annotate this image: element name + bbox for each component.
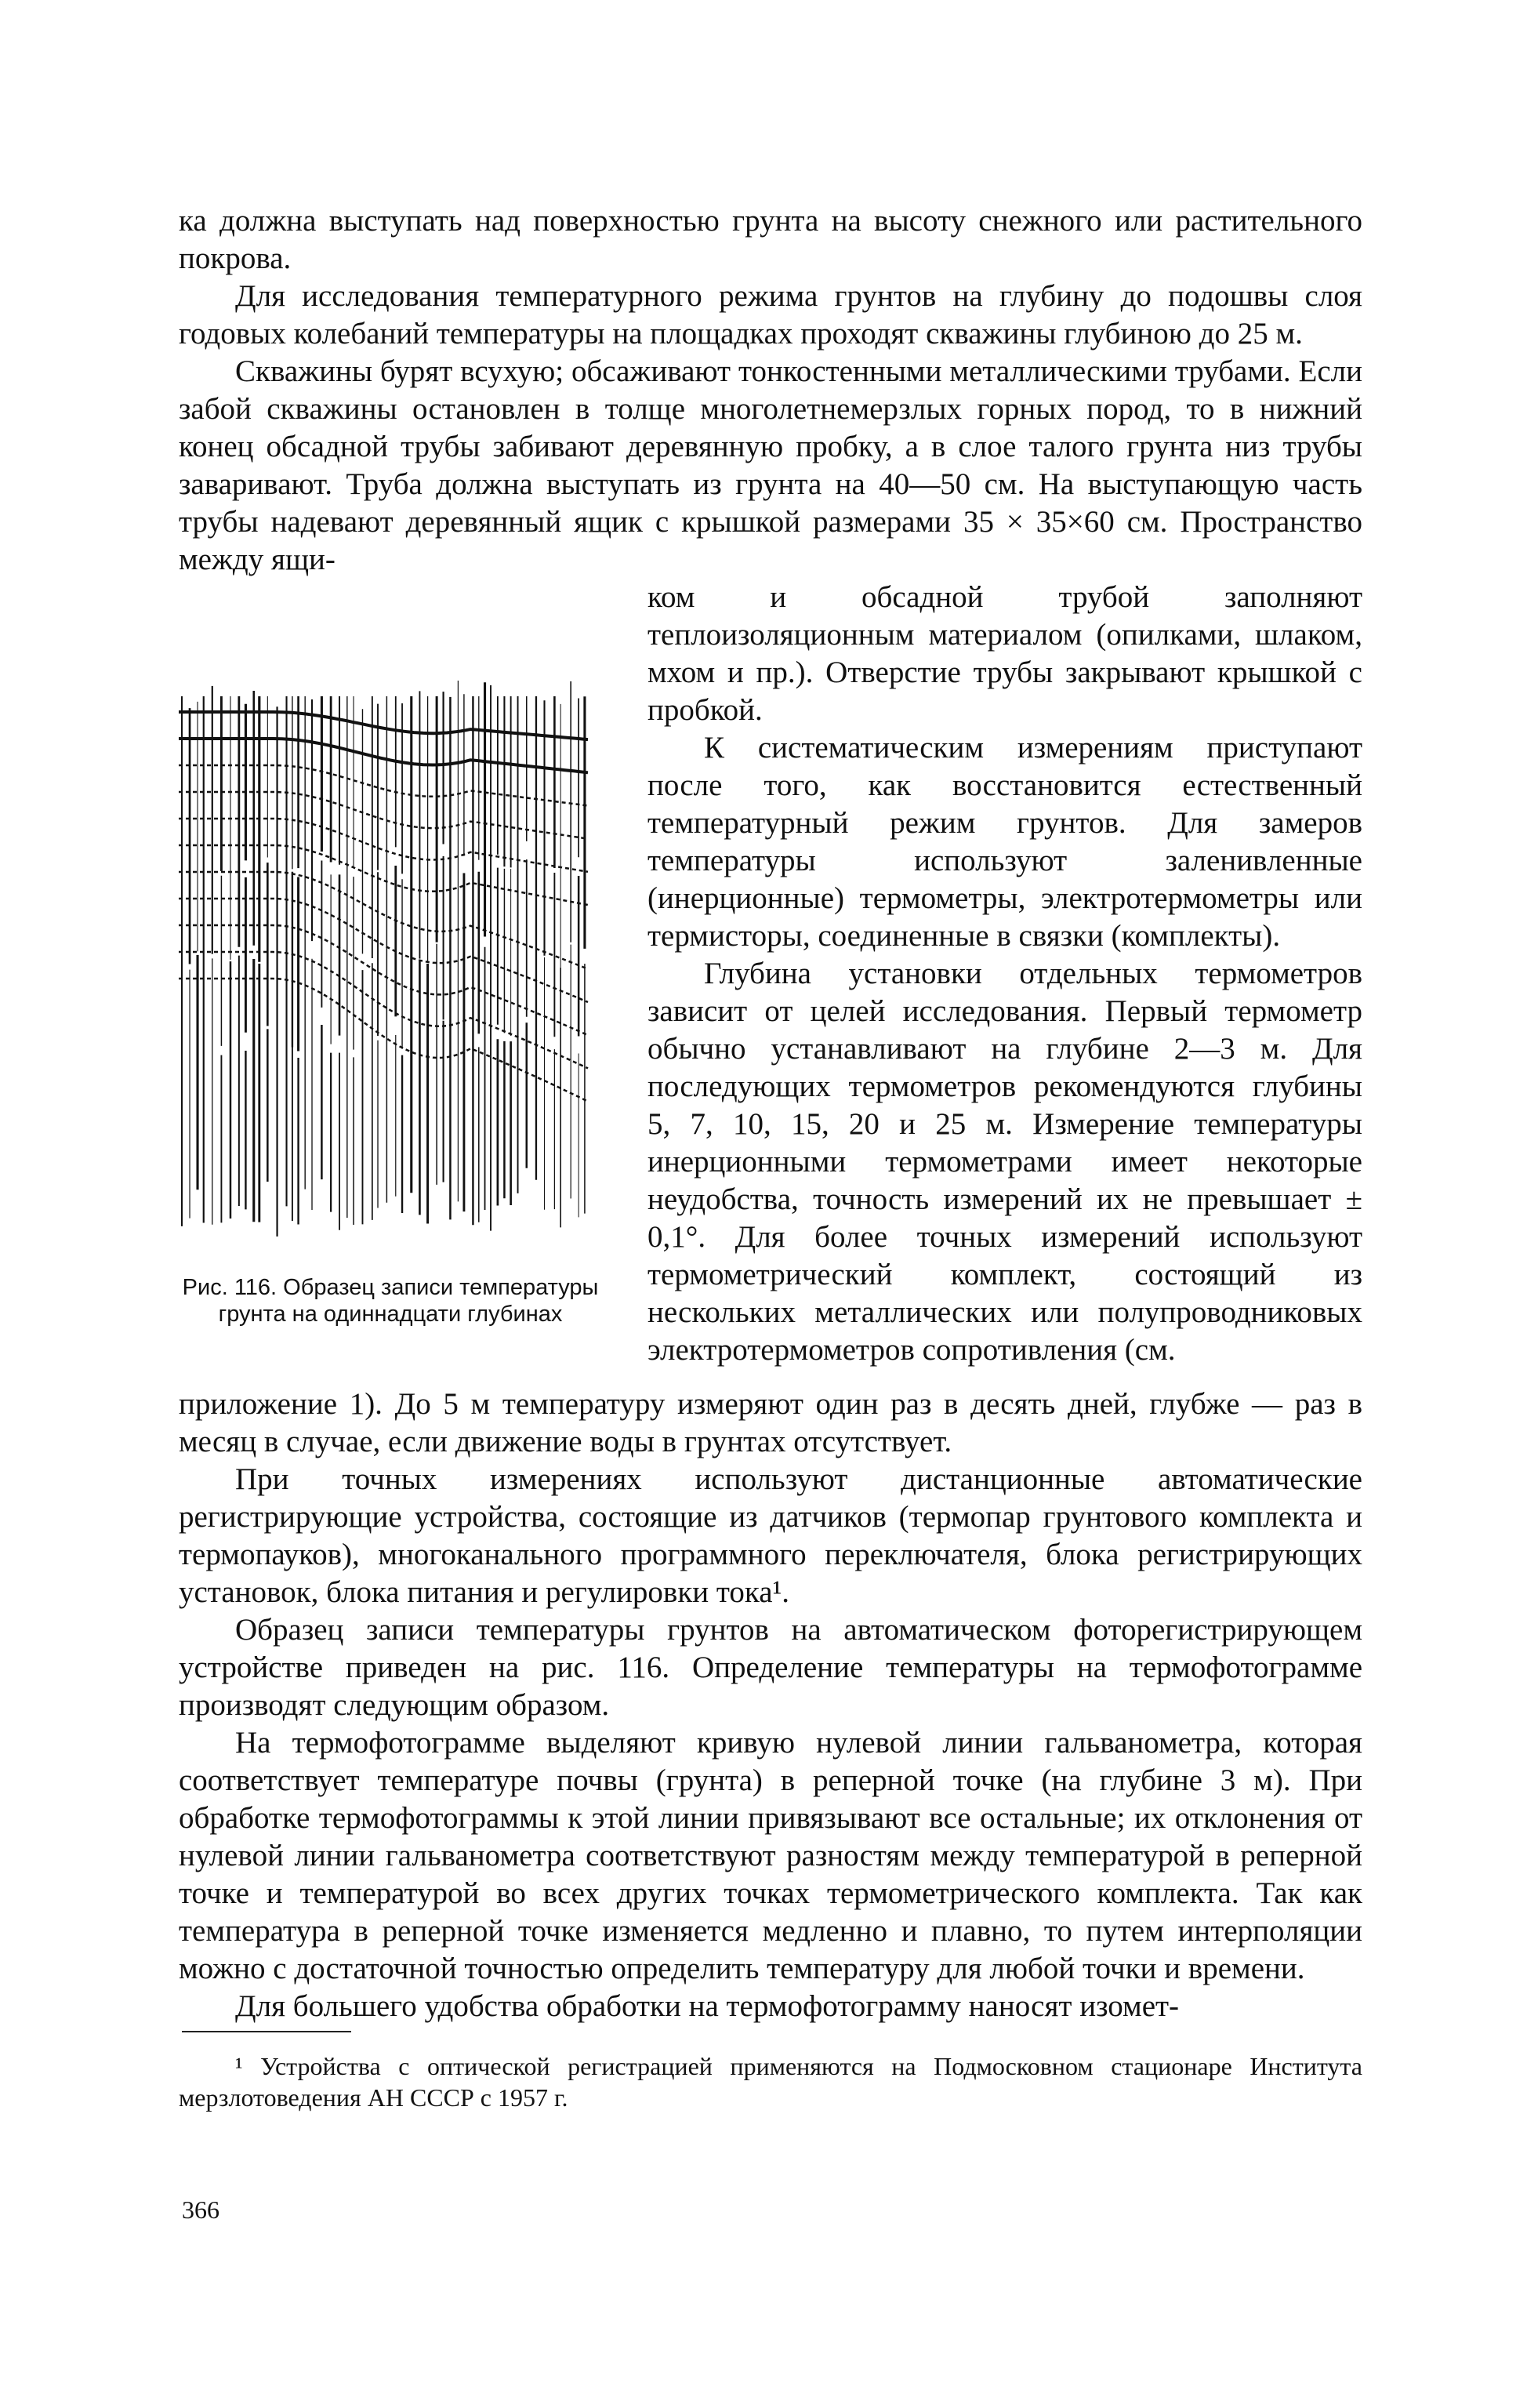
paragraph: Для большего удобства обработки на термофотограмму наносят изомет- xyxy=(235,1989,1180,2023)
figure-caption: Рис. 116. Образец записи температуры грунта на одиннадцати глубинах xyxy=(182,1275,599,1327)
paragraph: К систематическим измерениям приступают после того, как восстановится естественный температурный режим грунтов. Для замеров температуры используют заленивленные (инерционные) термометры, электротермометры или термисторы, соединенные в связки (комплекты). xyxy=(647,731,1362,953)
paragraph: На термофотограмме выделяют кривую нулевой линии гальванометра, которая соответствует температуре почвы (грунта) в реперной точке (на глубине 3 м). При обработке термофотограммы к этой линии привязывают все остальные; их отклонения от нулевой линии гальванометра соответствуют разностям между температурой в реперной точке и температурой во всех других точках термометрического комплекта. Так как температура в реперной точке изменяется медленно и плавно, то путем интерполяции можно с достаточной точностью определить температуру для любой точки и времени. xyxy=(179,1726,1362,1985)
thermogram-figure xyxy=(179,681,589,1239)
thermogram-traces xyxy=(182,681,585,1237)
thermogram-image xyxy=(179,681,589,1239)
paragraph: приложение 1). До 5 м температуру измеряют один раз в десять дней, глубже — раз в месяц в случае, если движение воды в грунтах отсутствует. xyxy=(179,1387,1362,1458)
paragraph: Скважины бурят всухую; обсаживают тонкостенными металлическими трубами. Если забой скважины остановлен в толще многолетнемерзлых горных пород, то в нижний конец обсадной трубы забивают деревянную пробку, а в слое талого грунта низ трубы заваривают. Труба должна выступать из грунта на 40—50 см. На выступающую часть трубы надевают деревянный ящик с крышкой размерами 35 × 35×60 см. Пространство между ящи- xyxy=(179,354,1362,576)
page-number: 366 xyxy=(182,2196,219,2224)
paragraph: ка должна выступать над поверхностью грунта на высоту снежного или растительного покрова. xyxy=(179,204,1362,275)
paragraph: Для исследования температурного режима грунтов на глубину до подошвы слоя годовых колебаний температуры на площадках проходят скважины глубиною до 25 м. xyxy=(179,279,1362,350)
footnote-divider xyxy=(182,2031,351,2032)
paragraph: При точных измерениях используют дистанционные автоматические регистрирующие устройства, состоящие из датчиков (термопар грунтового комплекта и термопауков), многоканального программного переключателя, блока регистрирующих установок, блока питания и регулировки тока¹. xyxy=(179,1462,1362,1609)
footnote xyxy=(179,2050,1362,2113)
paragraph: Глубина установки отдельных термометров зависит от целей исследования. Первый термометр обычно устанавливают на глубине 2—3 м. Для последующих термометров рекомендуются глубины 5, 7, 10, 15, 20 и 25 м. Измерение температуры инерционными термометрами имеет некоторые неудобства, точность измерений их не превышает ± 0,1°. Для более точных измерений используют термометрический комплект, состоящий из нескольких металлических или полупроводниковых электротермометров сопротивления (см. xyxy=(647,957,1362,1367)
text-block-bottom xyxy=(179,1386,1362,2025)
paragraph: ком и обсадной трубой заполняют теплоизоляционным материалом (опилками, шлаком, мхом и пр.). Отверстие трубы закрывают крышкой с пробкой. xyxy=(647,580,1362,727)
footnote-text: ¹ Устройства с оптической регистрацией применяются на Подмосковном стационаре Института мерзлотоведения АН СССР с 1957 г. xyxy=(179,2052,1362,2112)
paragraph: Образец записи температуры грунтов на автоматическом фоторегистрирующем устройстве приведен на рис. 116. Определение температуры на термофотограмме производят следующим образом. xyxy=(179,1613,1362,1722)
